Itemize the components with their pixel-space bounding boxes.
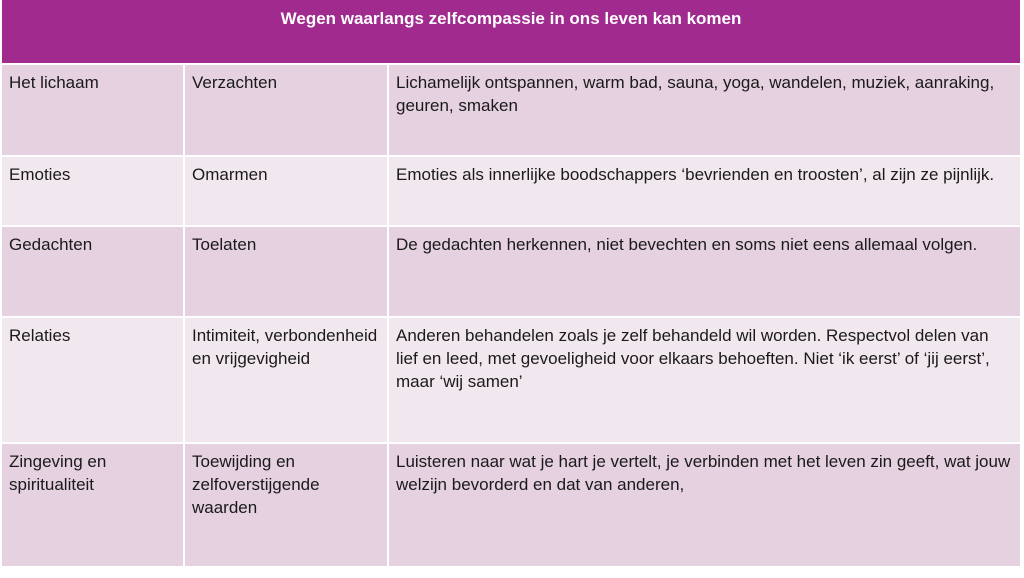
domain-cell: Relaties [2,317,184,443]
compassion-table [2,0,1020,568]
table-row [2,156,1020,226]
table-title: Wegen waarlangs zelfcompassie in ons leven kan komen [2,0,1020,64]
domain-cell: Emoties [2,156,184,226]
table-header-row [2,0,1020,64]
description-cell: Anderen behandelen zoals je zelf behandeld wil worden. Respectvol delen van lief en leed, met gevoeligheid voor elkaars behoeften. Niet ‘ik eerst’ of ‘jij eerst’, maar ‘wij samen’ [388,317,1020,443]
description-cell: Luisteren naar wat je hart je vertelt, je verbinden met het leven zin geeft, wat jouw welzijn bevorderd en dat van anderen, [388,443,1020,567]
table-row [2,64,1020,156]
table-row [2,443,1020,567]
approach-cell: Omarmen [184,156,388,226]
domain-cell: Het lichaam [2,64,184,156]
description-cell: Emoties als innerlijke boodschappers ‘bevrienden en troosten’, al zijn ze pijnlijk. [388,156,1020,226]
approach-cell: Intimiteit, verbondenheid en vrijgevigheid [184,317,388,443]
approach-cell: Toewijding en zelfoverstijgende waarden [184,443,388,567]
description-cell: Lichamelijk ontspannen, warm bad, sauna, yoga, wandelen, muziek, aanraking, geuren, smaken [388,64,1020,156]
table-row [2,317,1020,443]
description-cell: De gedachten herkennen, niet bevechten en soms niet eens allemaal volgen. [388,226,1020,317]
domain-cell: Gedachten [2,226,184,317]
table-row [2,226,1020,317]
domain-cell: Zingeving en spiritualiteit [2,443,184,567]
approach-cell: Toelaten [184,226,388,317]
approach-cell: Verzachten [184,64,388,156]
